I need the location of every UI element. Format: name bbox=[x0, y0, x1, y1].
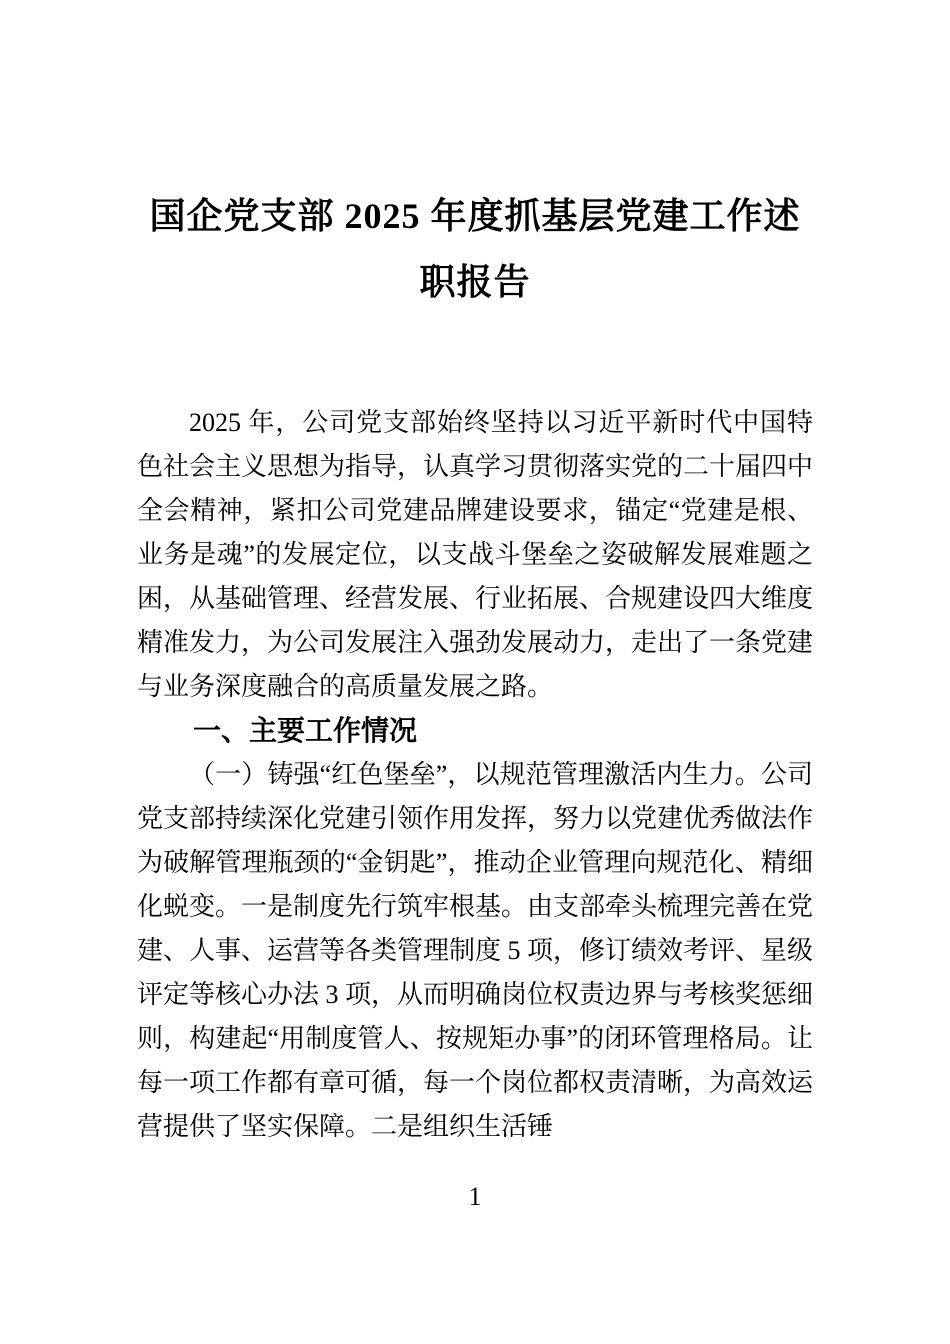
intro-paragraph: 2025 年，公司党支部始终坚持以习近平新时代中国特色社会主义思想为指导，认真学习贯彻落实党的二十届四中全会精神，紧扣公司党建品牌建设要求，锚定“党建是根、业务是魂”的发展定位，以支战斗堡垒之姿破解发展难题之困，从基础管理、经营发展、行业拓展、合规建设四大维度精准发力，为公司发展注入强劲发展动力，走出了一条党建与业务深度融合的高质量发展之路。 bbox=[137, 408, 814, 701]
section-heading: 一、主要工作情况 bbox=[193, 715, 418, 746]
document-body bbox=[137, 401, 813, 1149]
subsection-body-text: 公司党支部持续深化党建引领作用发挥，努力以党建优秀做法作为破解管理瓶颈的“金钥匙”，推动企业管理向规范化、精细化蜕变。一是制度先行筑牢根基。由支部牵头梳理完善在党建、人事、运营等各类管理制度 5 项，修订绩效考评、星级评定等核心办法 3 项，从而明确岗位权责边界与考核奖惩细则，构建起“用制度管人、按规矩办事”的闭环管理格局。让每一项工作都有章可循，每一个岗位都权责清晰，为高效运营提供了坚实保障。二是组织生活锤 bbox=[137, 760, 814, 1141]
subsection-lead-sentence: （一）铸强“红色堡垒”，以规范管理激活内生力。 bbox=[189, 760, 761, 789]
page-number: 1 bbox=[468, 1182, 482, 1211]
document-title: 国企党支部 2025 年度抓基层党建工作述职报告 bbox=[149, 196, 801, 302]
subsection-paragraph bbox=[137, 753, 813, 1149]
